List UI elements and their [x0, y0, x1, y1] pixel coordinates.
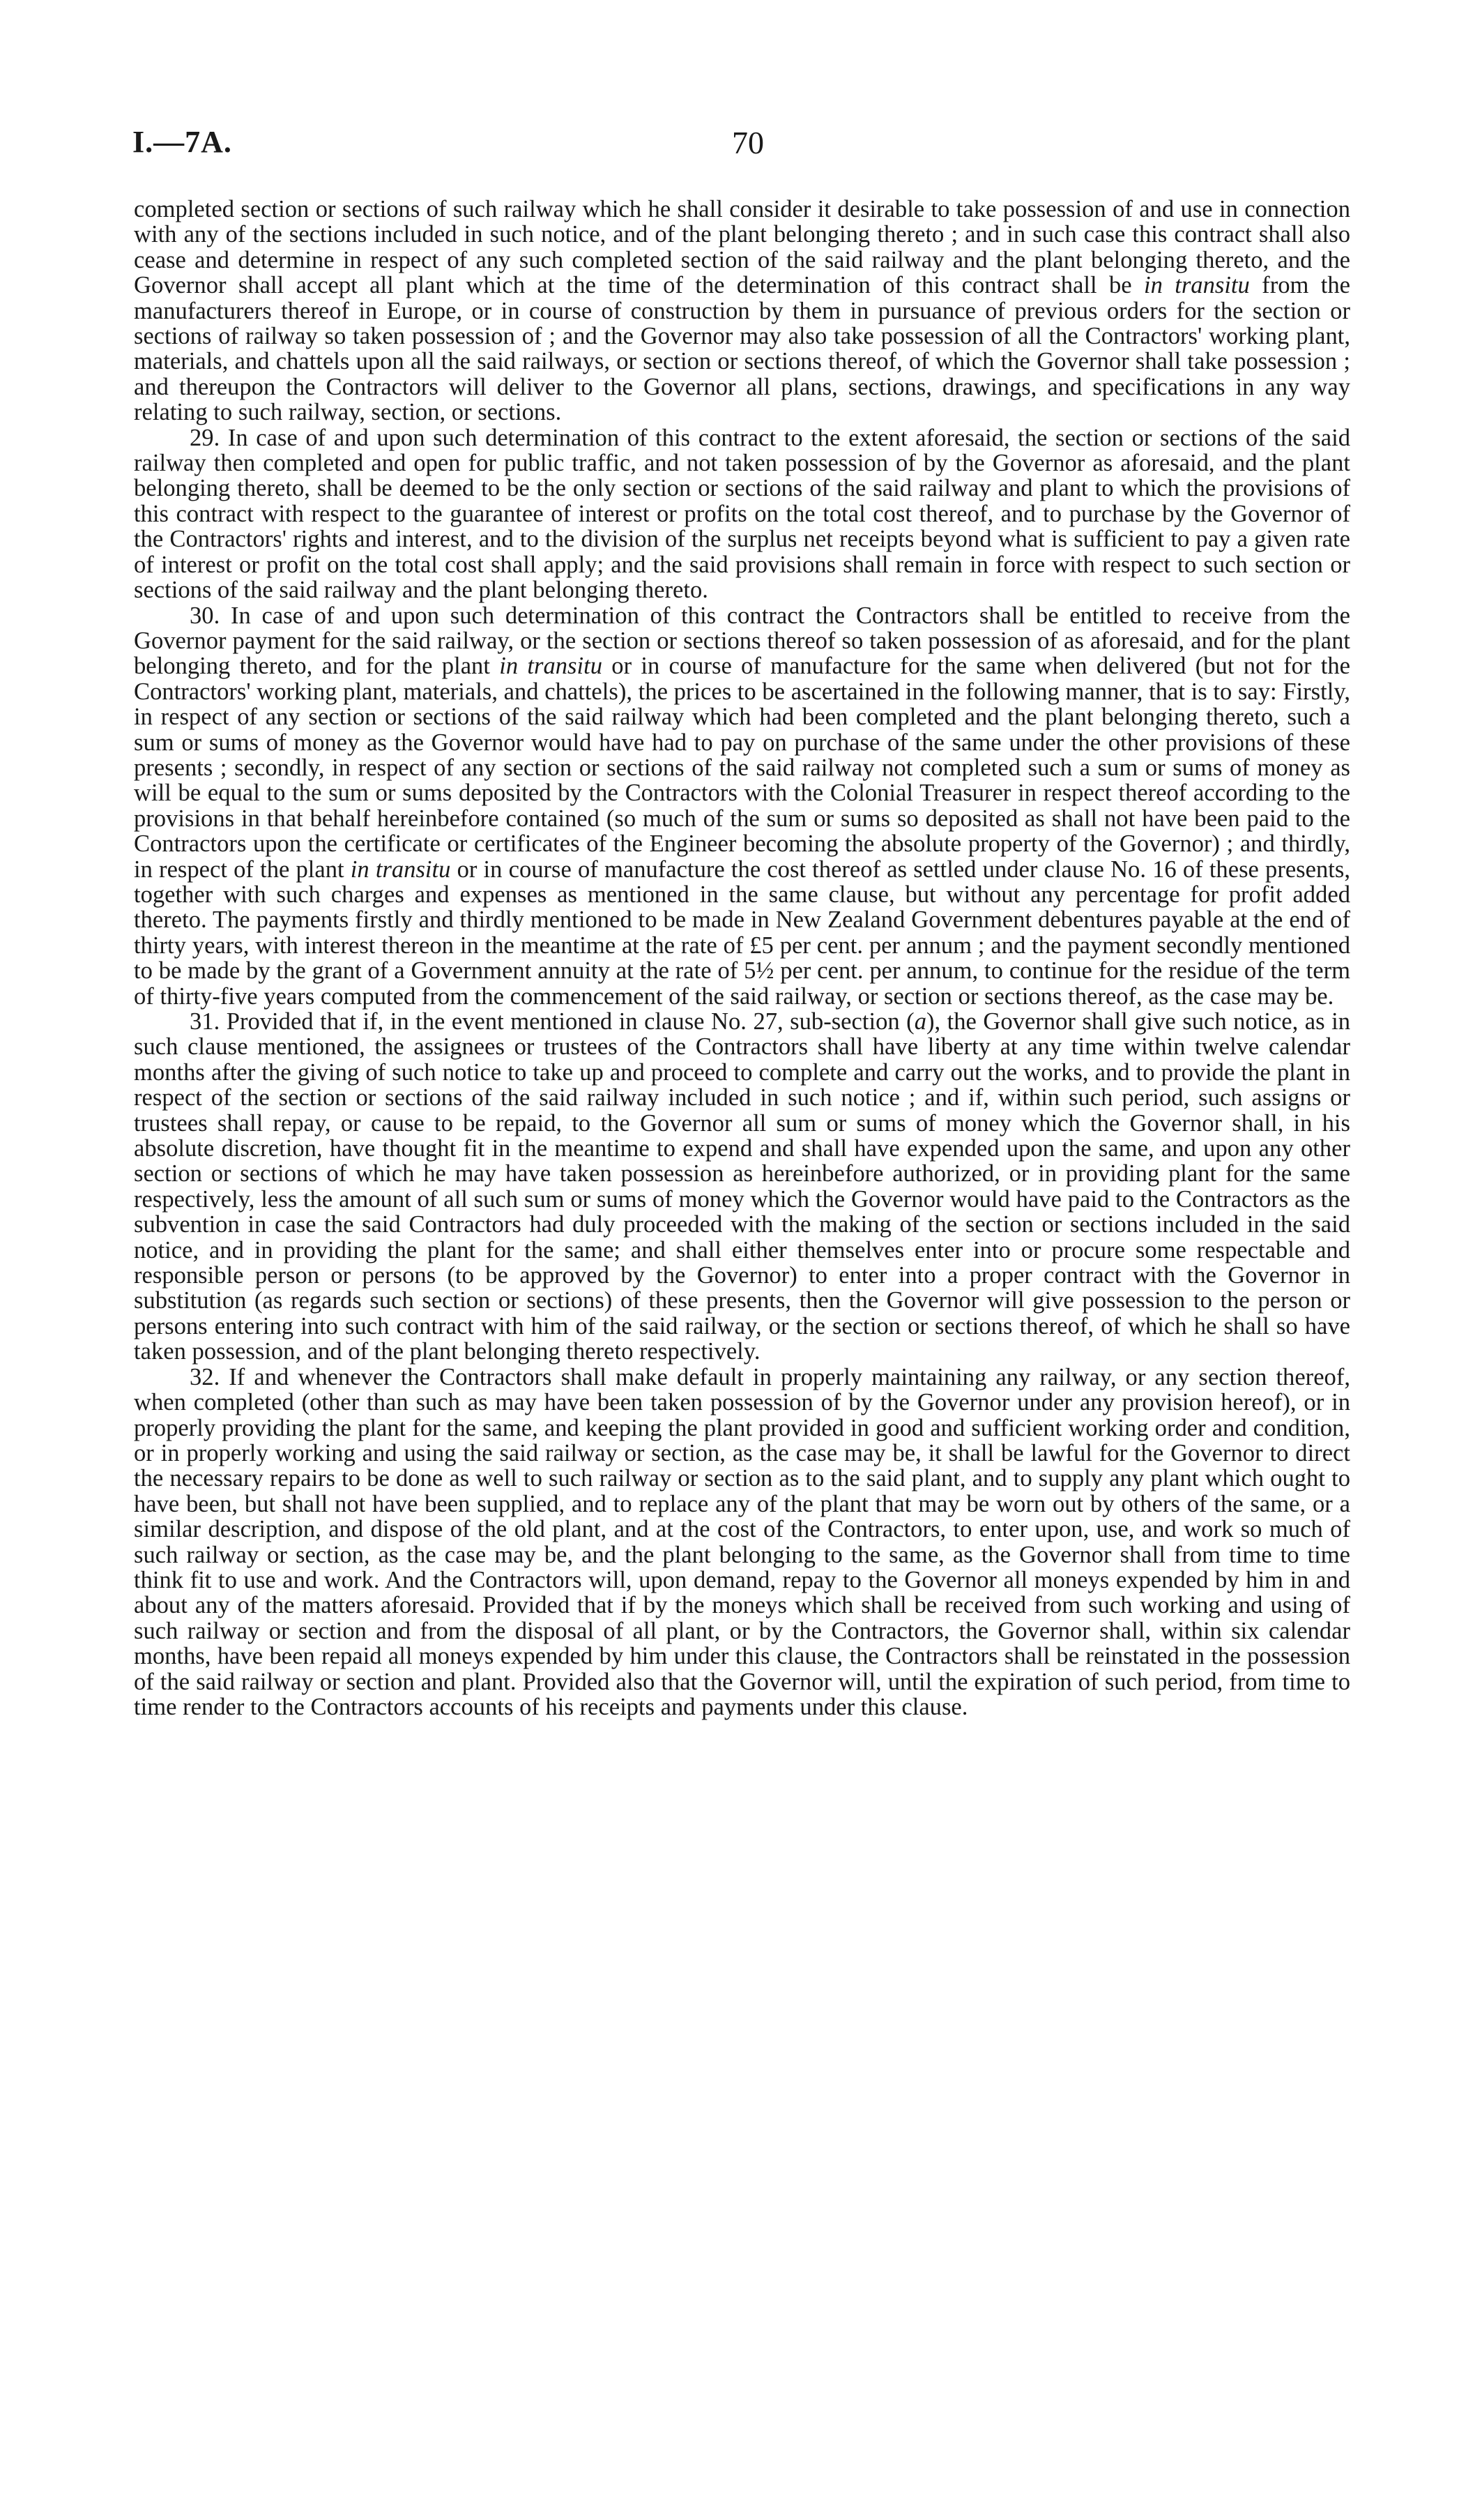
- paragraph-clause-29: 29. In case of and upon such determination of this contract to the extent aforesaid, the section or sections of the said railway then completed and open for public traffic, and not taken possession of by the Governor as aforesaid, and the plant belonging thereto, shall be deemed to be the only section or sections of the said railway and plant to which the provisions of this contract with respect to the guarantee of interest or profits on the total cost thereof, and to purchase by the Governor of the Contractors' rights and interest, and to the division of the surplus net receipts beyond what is sufficient to pay a given rate of interest or profit on the total cost shall apply; and the said provisions shall remain in force with respect to such section or sections of the said railway and the plant belonging thereto.: [134, 424, 1350, 604]
- paragraph-clause-32: 32. If and whenever the Contractors shall make default in properly maintaining any railway, or any section thereof, when completed (other than such as may have been taken possession of by the Governor under any provision hereof), or in properly providing the plant for the same, and keeping the plant provided in good and sufficient working order and condition, or in properly working and using the said railway or section, as the case may be, it shall be lawful for the Governor to direct the necessary repairs to be done as well to such railway or section as to the said plant, and to supply any plant which ought to have been, but shall not have been supplied, and to replace any of the plant that may be worn out by others of the same, or a similar description, and dispose of the old plant, and at the cost of the Contractors, to enter upon, use, and work so much of such railway or section, as the case may be, and the plant belonging to the same, as the Governor shall from time to time think fit to use and work. And the Contractors will, upon demand, repay to the Governor all moneys expended by him in and about any of the matters aforesaid. Provided that if by the moneys which shall be received from such working and using of such railway or section and from the disposal of all plant, or by the Contractors, the Governor shall, within six calendar months, have been repaid all moneys expended by him under this clause, the Contractors shall be reinstated in the possession of the said railway or section and plant. Provided also that the Governor will, until the expiration of such period, from time to time render to the Contractors accounts of his receipts and payments under this clause.: [134, 1363, 1350, 1720]
- page-number: 70: [732, 125, 764, 160]
- paragraph-clause-31: 31. Provided that if, in the event mentioned in clause No. 27, sub-section (a), the Governor shall give such notice, as in such clause mentioned, the assignees or trustees of the Contractors shall have liberty at any time within twelve calendar months after the giving of such notice to take up and proceed to complete and carry out the works, and to provide the plant in respect of the section or sections of the said railway included in such notice ; and if, within such period, such assigns or trustees shall repay, or cause to be repaid, to the Governor all sum or sums of money which the Governor shall, in his absolute discretion, have thought fit in the meantime to expend and shall have expended upon the same, and upon any other section or sections of which he may have taken possession as hereinbefore authorized, or in providing plant for the same respectively, less the amount of all such sum or sums of money which the Governor would have paid to the Contractors as the subvention in case the said Contractors had duly proceeded with the making of the section or sections included in the said notice, and in providing the plant for the same; and shall either themselves enter into or procure some respectable and responsible person or persons (to be approved by the Governor) to enter into a proper contract with the Governor in substitution (as regards such section or sections) of these presents, then the Governor will give possession to the person or persons entering into such contract with him of the said railway, or the section or sections thereof, of which he shall so have taken possession, and of the plant belonging thereto respectively.: [134, 1008, 1350, 1365]
- page-header: [132, 124, 1380, 166]
- paragraph-clause-30: 30. In case of and upon such determination of this contract the Contractors shall be entitled to receive from the Governor payment for the said railway, or the section or sections thereof so taken possession of as aforesaid, and for the plant belonging thereto, and for the plant in transitu or in course of manufacture for the same when delivered (but not for the Contractors' working plant, materials, and chattels), the prices to be ascertained in the following manner, that is to say: Firstly, in respect of any section or sections of the said railway which had been completed and the plant belonging thereto, such a sum or sums of money as the Governor would have had to pay on purchase of the same under the other provisions of these presents ; secondly, in respect of any section or sections of the said railway not completed such a sum or sums of money as will be equal to the sum or sums deposited by the Contractors with the Colonial Treasurer in respect thereof according to the provisions in that behalf hereinbefore contained (so much of the sum or sums so deposited as shall not have been paid to the Contractors upon the certificate or certificates of the Engineer becoming the absolute property of the Governor) ; and thirdly, in respect of the plant in transitu or in course of manufacture the cost thereof as settled under clause No. 16 of these presents, together with such charges and expenses as mentioned in the same clause, but without any percentage for profit added thereto. The payments firstly and thirdly mentioned to be made in New Zealand Government debentures payable at the end of thirty years, with interest thereon in the meantime at the rate of £5 per cent. per annum ; and the payment secondly mentioned to be made by the grant of a Government annuity at the rate of 5½ per cent. per annum, to continue for the residue of the term of thirty-five years computed from the commencement of the said railway, or section or sections thereof, as the case may be.: [134, 602, 1351, 1010]
- document-reference: I.—7A.: [132, 125, 232, 159]
- document-body: [134, 197, 1350, 1720]
- paragraph-continuation: completed section or sections of such railway which he shall consider it desirable to take possession of and use in connection with any of the sections included in such notice, and of the plant belonging thereto ; and in such case this contract shall also cease and determine in respect of any such completed section of the said railway and the plant belonging thereto, and the Governor shall accept all plant which at the time of the determination of this contract shall be in transitu from the manufacturers thereof in Europe, or in course of construction by them in pursuance of previous orders for the section or sections of railway so taken possession of ; and the Governor may also take possession of all the Contractors' working plant, materials, and chattels upon all the said railways, or section or sections thereof, of which the Governor shall take possession ; and thereupon the Contractors will deliver to the Governor all plans, sections, drawings, and specifications in any way relating to such railway, section, or sections.: [134, 196, 1350, 426]
